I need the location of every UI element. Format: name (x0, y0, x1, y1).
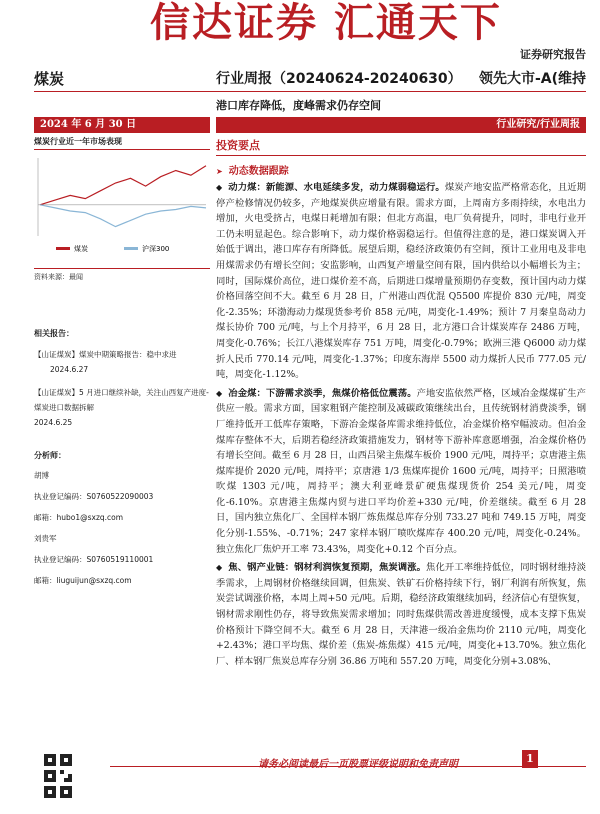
perf-chart (34, 150, 210, 260)
page-number: 1 (522, 750, 538, 768)
related-reports-head: 相关报告： (34, 329, 74, 338)
section-head: ➤ 动态数据跟踪 (216, 166, 289, 177)
qr-code-icon (44, 754, 72, 782)
brand-logo-text: 信达证券 汇通天下 (150, 0, 502, 46)
diamond-bullet-icon: ◆ (216, 183, 223, 192)
related-report-title: 【山证煤炭】5 月进口继续补缺，关注山西复产进度-煤炭进口数据拆解 (34, 388, 209, 412)
paragraph-coke-steel: ◆ 焦、钢产业链：钢材利润恢复预期，焦炭调涨。焦化开工率维持低位，同时钢材维持淡季需求，上周钢材价格继续回调，但焦炭、铁矿石价格持续下行，钢厂利润有所恢复，焦炭尝试调涨价格，本周上周+50 元/吨。后期，稳经济政策继续加码，经济信心有望恢复，钢材需求刚性仍存，将导致焦炭需求增加；同时焦煤供需改善进度缓慢，成本支撑下焦炭价格预计下降空间不大。截至 6 月 28 日，天津港一级冶金焦均价 2110 元/吨，周变化+2.43%；港口平均焦、煤价差（焦炭-炼焦煤）415 元/吨，周变化+13.70%。独立焦化厂、样本钢厂焦炭总库存分别 36.86 万吨和 557.20 万吨，周变化分别+3.08%、 (216, 562, 586, 667)
header-divider (34, 91, 586, 92)
series-group (40, 166, 206, 227)
category-bar: 行业研究/行业周报 (216, 117, 586, 133)
disclaimer-link[interactable]: 请务必阅读最后一页股票评级说明和免责声明 (258, 759, 458, 770)
perf-chart-title: 煤炭行业近一年市场表现 (34, 133, 210, 150)
series-line-index (40, 205, 206, 227)
related-report-date: 2024.6.25 (34, 418, 73, 427)
report-subtitle: 港口库存降低，度峰需求仍存空间 (216, 99, 381, 112)
chart-source: 资料来源：最闻 (34, 268, 210, 282)
main-content (216, 137, 586, 669)
diamond-bullet-icon: ◆ (216, 563, 223, 573)
analyst-name: 胡博 (34, 471, 49, 480)
brand-logo (150, 0, 502, 54)
qr-code-icon (44, 786, 72, 814)
analyst-license: 执业登记编码：S0760519110001 (34, 555, 154, 564)
sector-title: 煤炭 (34, 70, 65, 88)
related-report[interactable] (34, 347, 210, 377)
weekly-title: 行业周报（20240624-20240630） (216, 71, 462, 87)
series-line-coal (40, 166, 206, 205)
legend-swatch-coal (56, 247, 70, 250)
arrow-marker-icon: ➤ (216, 167, 223, 176)
related-report[interactable] (34, 385, 210, 430)
analyst-name: 刘贵军 (34, 534, 57, 543)
analyst-head: 分析师： (34, 451, 66, 460)
invest-head: 投资要点 (216, 137, 586, 156)
legend-swatch-index (124, 247, 138, 250)
report-type: 证券研究报告 (520, 48, 586, 61)
related-report-title: 【山证煤炭】煤炭中期策略报告：稳中求进 (34, 350, 177, 359)
analyst-email[interactable]: 邮箱：hubo1@sxzq.com (34, 513, 124, 522)
date-bar: 2024 年 6 月 30 日 (34, 117, 210, 133)
diamond-bullet-icon: ◆ (216, 388, 223, 398)
sidebar (34, 133, 210, 587)
rating-label: 领先大市-A(维持 (478, 71, 586, 87)
legend-index-label: 沪深300 (142, 245, 170, 253)
related-report-date: 2024.6.27 (50, 365, 89, 374)
paragraph-thermal-coal: ◆ 动力煤：新能源、水电延续多发，动力煤弱稳运行。煤炭产地安监严格常态化，且近期停产检修情况仍较多，产地煤炭供应增量有限。需求方面，上周南方多雨持续，水电出力增加，火电受挤占，电煤日耗增加有限；但北方高温，电厂负荷提升，同时，非电行业开工仍未明显起色。综合影响下，动力煤价格弱稳运行。但值得注意的是，港口煤炭调入开始低于调出，港口库存有所降低。展望后期，稳经济政策仍有空间，预计工业用电及非电用煤需求仍有增长空间；安监影响，山西复产增量空间有限，国内供给以小幅增长为主；同时，国际煤价高位，进口煤价差不高，后期进口煤增量预期仍存变数，预计国内动力煤价格回落空间不大。截至 6 月 28 日，广州港山西优混 Q5500 库提价 830 元/吨，周变化-2.35%；环渤海动力煤现货参考价 858 元/吨，周变化-1.49%；预计 7 月秦皇岛动力煤长协价 700 元/吨，与上个月持平，6 月 28 日，北方港口合计煤炭库存 2486 万吨，周变化-0.76%；长江八港煤炭库存 751 万吨，周变化-0.79%；欧洲三港 Q6000 动力煤折人民币 770.14 元/吨，周变化-1.37%；印度东海岸 5500 动力煤折人民币 777.05 元/吨，周变化-1.12%。 (216, 182, 586, 381)
analyst-license: 执业登记编码：S0760522090003 (34, 492, 154, 501)
footer (0, 752, 600, 800)
legend-coal-label: 煤炭 (74, 245, 88, 253)
header-row (34, 66, 586, 88)
analyst-email[interactable]: 邮箱：liuguijun@sxzq.com (34, 576, 132, 585)
paragraph-coking-coal: ◆ 冶金煤：下游需求淡季，焦煤价格低位震荡。产地安监依然严格，区域冶金煤煤矿生产供应一般。需求方面，国家粗钢产能控制及减碳政策继续出台，且传统钢材消费淡季，钢厂维持低开工低库存策略，下游冶金煤备库需求维持低位，冶金煤价格窄幅波动。但冶金煤库存整体不大，后期若稳经济政策措施发力，钢材等下游补库意愿增强，冶金煤价格仍有增长空间。截至 6 月 28 日，山西吕梁主焦煤车板价 1900 元/吨，周持平；京唐港主焦煤库提价 2020 元/吨，周持平；京唐港 1/3 焦煤库提价 1600 元/吨，周持平；日照港喷吹煤 1303 元/吨，周持平；澳大利亚峰景矿硬焦煤现货价 254 美元/吨，周变化-6.10%。京唐港主焦煤内贸与进口平均价差+330 元/吨，价差继续。截至 6 月 28 日，国内独立焦化厂、全国样本钢厂炼焦煤总库存分别 733.27 吨和 749.15 万吨，周变化分别-1.55%、-0.71%；247 家样本钢厂喷吹煤库存 400.20 元/吨，周变化-0.24%。独立焦化厂焦炉开工率 73.43%，周变化+0.12 个百分点。 (216, 387, 586, 555)
